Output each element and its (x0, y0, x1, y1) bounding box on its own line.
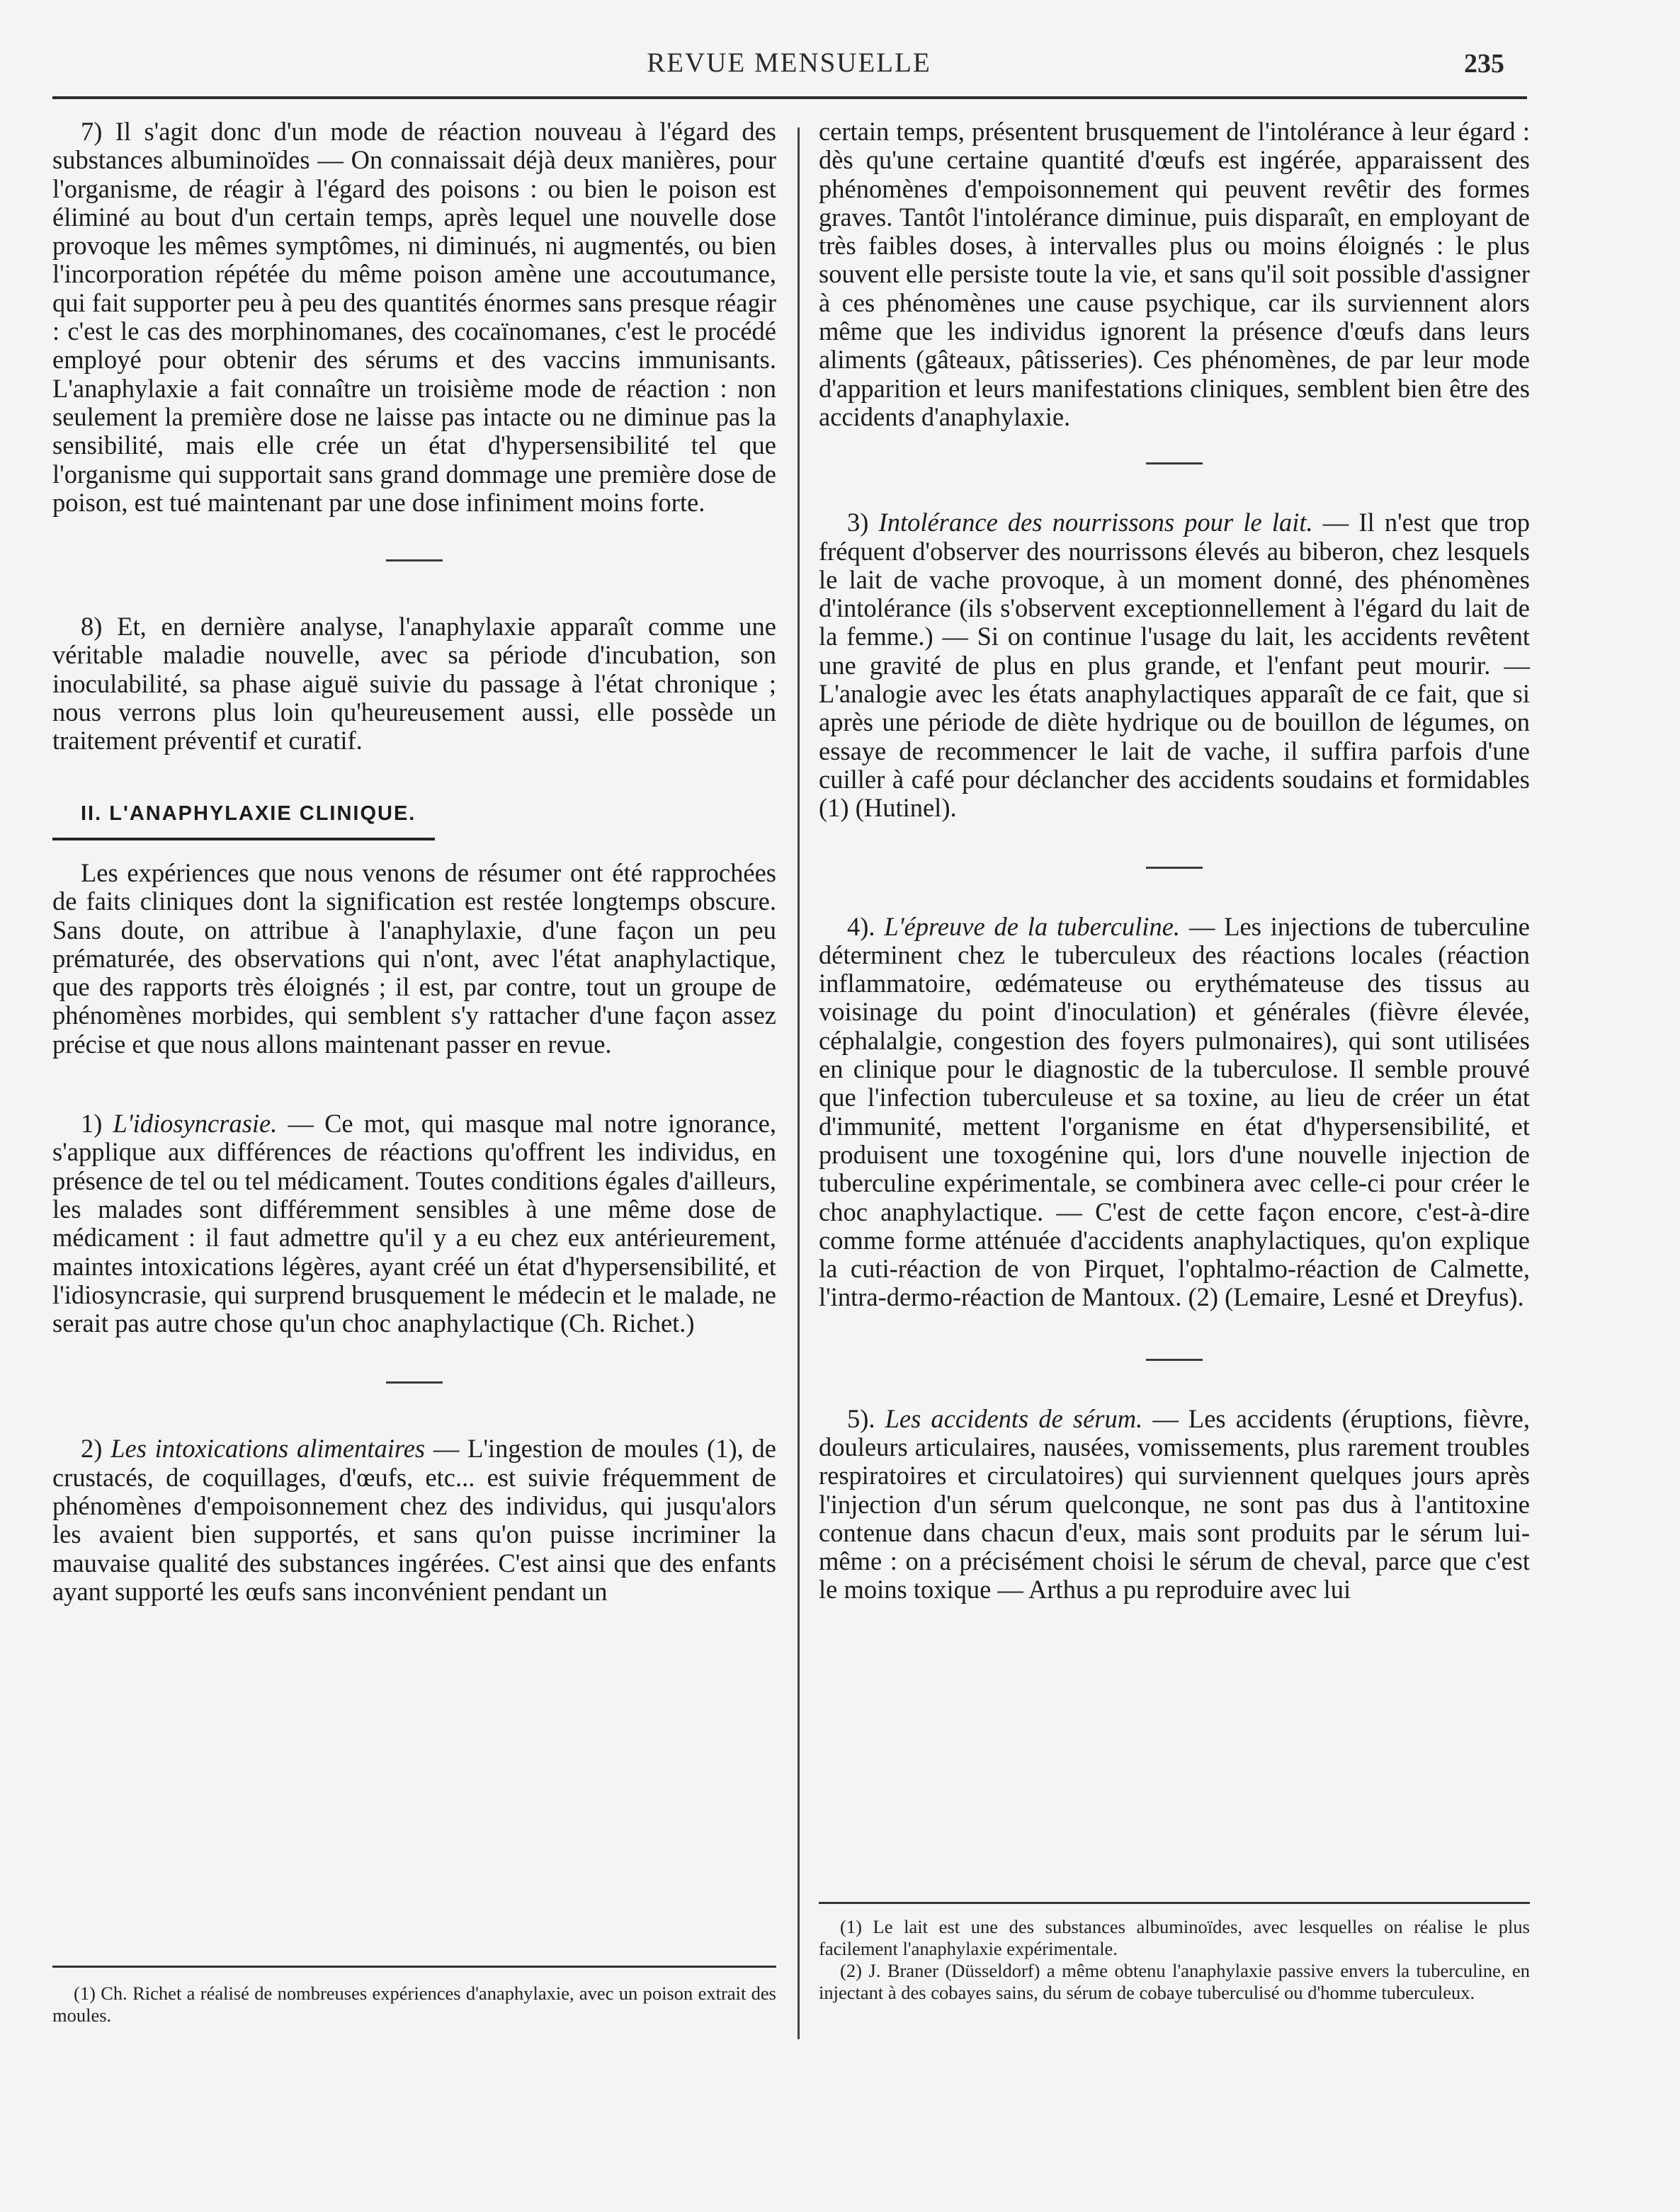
paragraph-7: 7) Il s'agit donc d'un mode de réaction nouveau à l'égard des substances albuminoïdes — On connaissait déjà deux manières, pour l'organisme, de réagir à l'égard des poisons : ou bien le poison est éliminé au bout d'un certain temps, après lequel une nouvelle dose provoque les mêmes symptômes, ni diminués, ni augmentés, ou bien l'incorporation répétée du même poison amène une accoutumance, qui fait supporter peu à peu des quantités énormes sans presque réagir : c'est le cas des morphinomanes, des cocaïnomanes, c'est le procédé employé pour obtenir des sérums et des vaccins immunisants. L'anaphylaxie a fait connaître un troisième mode de réaction : non seulement la première dose ne laisse pas intacte ou ne diminue pas la sensibilité, mais elle crée un état d'hypersensibilité tel que l'organisme qui supportait sans grand dommage une première dose de poison, est tué maintenant par une dose infiniment moins forte. (52, 117, 776, 517)
section-4-text: — Les injections de tuberculine déterminent chez le tuberculeux des réactions locales (réaction inflammatoire, œdémateuse ou erythémateuse des tissus au voisinage du point d'inoculation) et générales (fièvre élevée, céphalalgie, congestion des foyers pulmonaires), qui sont utilisées en clinique pour le diagnostic de la tuberculose. Il semble prouvé que l'infection tuberculeuse et sa toxine, au lieu de créer un état d'immunité, mettent l'organisme en état d'hypersensibilité, et produisent une toxogénine qui, lors d'une nouvelle injection de tuberculine expérimentale, se combinera avec celle-ci pour créer le choc anaphylactique. — C'est de cette façon encore, c'est-à-dire comme forme atténuée d'accidents anaphylactiques, qu'on explique la cuti-réaction de von Pirquet, l'ophtalmo-réaction de Calmette, l'intra-dermo-réaction de Mantoux. (2) (Lemaire, Lesné et Dreyfus). (819, 911, 1531, 1312)
running-title: REVUE MENSUELLE (647, 47, 931, 78)
section-3-paragraph (819, 508, 1530, 822)
footnotes-right (819, 1916, 1530, 2004)
section-2-label: 2) (81, 1434, 111, 1464)
section-3-title: Intolérance des nourrissons pour le lait. (878, 508, 1313, 537)
column-divider (798, 127, 800, 2039)
section-2-title: Les intoxications alimentaires (110, 1434, 426, 1464)
section-3-text: — Il n'est que trop fréquent d'observer des nourrissons élevés au biberon, chez lesquels le lait de vache provoque, à un moment donné, des phénomènes d'intolérance (ils s'observent exceptionnellement à l'égard du lait de la femme.) — Si on continue l'usage du lait, les accidents revêtent une gravité de plus en plus grande, et l'enfant peut mourir. — L'analogie avec les états anaphylactiques apparaît de ce fait, que si après une période de diète hydrique ou de bouillon de légumes, on essaye de recommencer le lait de vache, il suffira parfois d'une cuiller à café pour déclancher des accidents soudains et formidables (1) (Hutinel). (819, 508, 1530, 823)
section-5-text: — Les accidents (éruptions, fièvre, douleurs articulaires, nausées, vomissements, plus rarement troubles respiratoires et circulatoires) qui surviennent quelques jours après l'injection d'un sérum quelconque, ne sont pas dus à l'antitoxine contenue dans chacun d'eux, mais sont produits par le sérum lui-même : on a précisément choisi le sérum de cheval, parce que c'est le moins toxique — Arthus a pu reproduire avec lui (819, 1403, 1531, 1604)
running-head (52, 38, 1526, 81)
footnote: (2) J. Braner (Düsseldorf) a même obtenu l'anaphylaxie passive envers la tuberculine, en injectant à des cobayes sains, du sérum de cobaye tuberculisé ou d'homme tuberculeux. (819, 1960, 1530, 2003)
paragraph-8: 8) Et, en dernière analyse, l'anaphylaxie apparaît comme une véritable maladie nouvelle, avec sa période d'incubation, son inoculabilité, sa phase aiguë suivie du passage à l'état chronique ; nous verrons plus loin qu'heureusement aussi, elle possède un traitement préventif et curatif. (52, 612, 776, 756)
section-1-text: — Ce mot, qui masque mal notre ignorance, s'applique aux différences de réactions qu'offrent les individus, en présence de tel ou tel médicament. Toutes conditions égales d'ailleurs, les malades sont différemment sensibles à une même dose de médicament : il faut admettre qu'il y a eu chez eux antérieurement, maintes intoxications légères, ayant créé un état d'hypersensibilité, et l'idiosyncrasie, qui surprend brusquement le médecin et le malade, ne serait pas autre chose qu'un choc anaphylactique (Ch. Richet.) (52, 1109, 777, 1338)
section-heading: II. L'ANAPHYLAXIE CLINIQUE. (81, 802, 416, 825)
right-column (819, 118, 1530, 1604)
section-3-label: 3) (847, 508, 879, 537)
section-1-label: 1) (81, 1109, 113, 1139)
footnotes-left (52, 1983, 776, 2026)
footnote-rule (819, 1902, 1530, 1904)
footnote: (1) Ch. Richet a réalisé de nombreuses expériences d'anaphylaxie, avec un poison extrait des moules. (52, 1983, 776, 2026)
footnote-rule (52, 1966, 776, 1968)
section-1-title: L'idiosyncrasie. (113, 1109, 278, 1139)
section-4-title: L'épreuve de la tuberculine. (884, 911, 1181, 941)
left-column (52, 118, 776, 1606)
footnote: (1) Le lait est une des substances albuminoïdes, avec lesquelles on réalise le plus facilement l'anaphylaxie expérimentale. (819, 1916, 1530, 1959)
section-1-paragraph (52, 1110, 776, 1338)
section-4-paragraph (819, 913, 1530, 1312)
continuation-paragraph: certain temps, présentent brusquement de l'intolérance à leur égard : dès qu'une certaine quantité d'œufs est ingérée, apparaissent des phénomènes d'empoisonnement qui peuvent revêtir des formes graves. Tantôt l'intolérance diminue, puis disparaît, en employant de très faibles doses, à intervalles plus ou moins éloignés : le plus souvent elle persiste toute la vie, et sans qu'il soit possible d'assigner à ces phénomènes une cause psychique, car ils surviennent alors même que les individus ignorent la présence d'œufs dans leurs aliments (gâteaux, pâtisseries). Ces phénomènes, de par leur mode d'apparition et leurs manifestations cliniques, semblent bien être des accidents d'anaphylaxie. (819, 117, 1530, 431)
section-5-paragraph (819, 1405, 1530, 1604)
header-rule (52, 96, 1527, 99)
section-5-label: 5). (847, 1403, 885, 1433)
section-4-label: 4). (847, 911, 885, 941)
page-number: 235 (1464, 49, 1504, 79)
section-2-text: — L'ingestion de moules (1), de crustacés, de coquillages, d'œufs, etc... est suivie fréquemment de phénomènes d'empoisonnement chez des individus, qui jusqu'alors les avaient bien supportés, et sans qu'on puisse incriminer la mauvaise qualité des substances ingérées. C'est ainsi que des enfants ayant supporté les œufs sans inconvénient pendant un (52, 1434, 776, 1606)
section-5-title: Les accidents de sérum. (885, 1403, 1143, 1433)
intro-paragraph: Les expériences que nous venons de résumer ont été rapprochées de faits cliniques dont la signification est restée longtemps obscure. Sans doute, on attribue à l'anaphylaxie, d'une façon un peu prématurée, des observations qui n'ont, avec l'état anaphylactique, que des rapports très éloignés ; il est, par contre, tout un groupe de phénomènes morbides, qui semblent s'y rattacher d'une façon assez précise et que nous allons maintenant passer en revue. (52, 857, 776, 1059)
section-2-paragraph (52, 1435, 776, 1606)
